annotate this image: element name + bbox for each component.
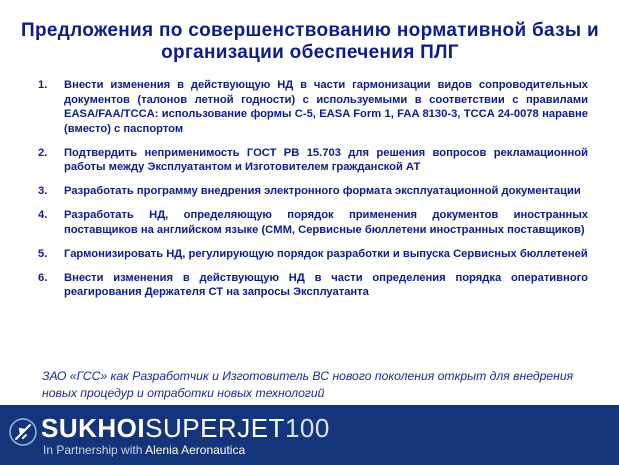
brand-100: 100 bbox=[284, 413, 330, 443]
list-item bbox=[38, 184, 588, 199]
plane-icon bbox=[8, 417, 38, 447]
list-item bbox=[38, 146, 588, 175]
slide-title-line-1: Предложения по совершенствованию нормативной базы и bbox=[21, 20, 599, 41]
list-item-text: Подтвердить неприменимость ГОСТ РВ 15.703 для решения вопросов рекламационной работы между Эксплуатантом и Изготовителем гражданской АТ bbox=[64, 146, 588, 173]
list-item-text: Внести изменения в действующую НД в части гармонизации видов сопроводительных документов (талонов летной годности) с используемыми в соответствии с правилами EASA/FAA/TCCA: использование формы С-5, EASA Form 1, FAA 8130-3, TCCA 24-0078 наравне (вместо) с паспортом bbox=[64, 79, 588, 135]
footer-banner bbox=[0, 405, 619, 465]
brand-superjet: SUPERJET bbox=[145, 413, 285, 443]
list-item-number: 1. bbox=[38, 79, 48, 91]
partner-prefix: In Partnership with bbox=[43, 443, 146, 457]
brand-sukhoi: SUKHOI bbox=[41, 413, 146, 443]
company-note: ЗАО «ГСС» как Разработчик и Изготовитель ВС нового поколения открыт для внедрения новых процедур и отработки новых технологий bbox=[42, 369, 574, 400]
list-item-text: Внести изменения в действующую НД в части определения порядка оперативного реагирования Держателя СТ на запросы Эксплуатанта bbox=[64, 271, 588, 298]
list-item-number: 5. bbox=[38, 247, 48, 260]
list-item-text: Гармонизировать НД, регулирующую порядок разработки и выпуска Сервисных бюллетеней bbox=[64, 247, 588, 260]
slide-title-line-2: организации обеспечения ПЛГ bbox=[161, 42, 459, 63]
list-item bbox=[38, 78, 588, 136]
list-item-number: 3. bbox=[38, 185, 48, 197]
brand-logo bbox=[41, 413, 330, 443]
list-item-number: 2. bbox=[38, 146, 48, 159]
list-item bbox=[38, 208, 588, 237]
list-item-text: Разработать программу внедрения электронного формата эксплуатационной документации bbox=[64, 185, 581, 197]
list-item-number: 4. bbox=[38, 209, 48, 221]
proposal-list bbox=[38, 78, 588, 309]
list-item bbox=[38, 271, 588, 300]
list-item-number: 6. bbox=[38, 271, 48, 284]
list-item-text: Разработать НД, определяющую порядок применения документов иностранных поставщиков на английском языке (CMM, Сервисные бюллетени иностранных поставщиков) bbox=[64, 209, 588, 236]
partner-name: Alenia Aeronautica bbox=[145, 443, 246, 457]
slide-title bbox=[10, 20, 610, 64]
list-item bbox=[38, 247, 588, 262]
partner-line bbox=[43, 443, 245, 457]
